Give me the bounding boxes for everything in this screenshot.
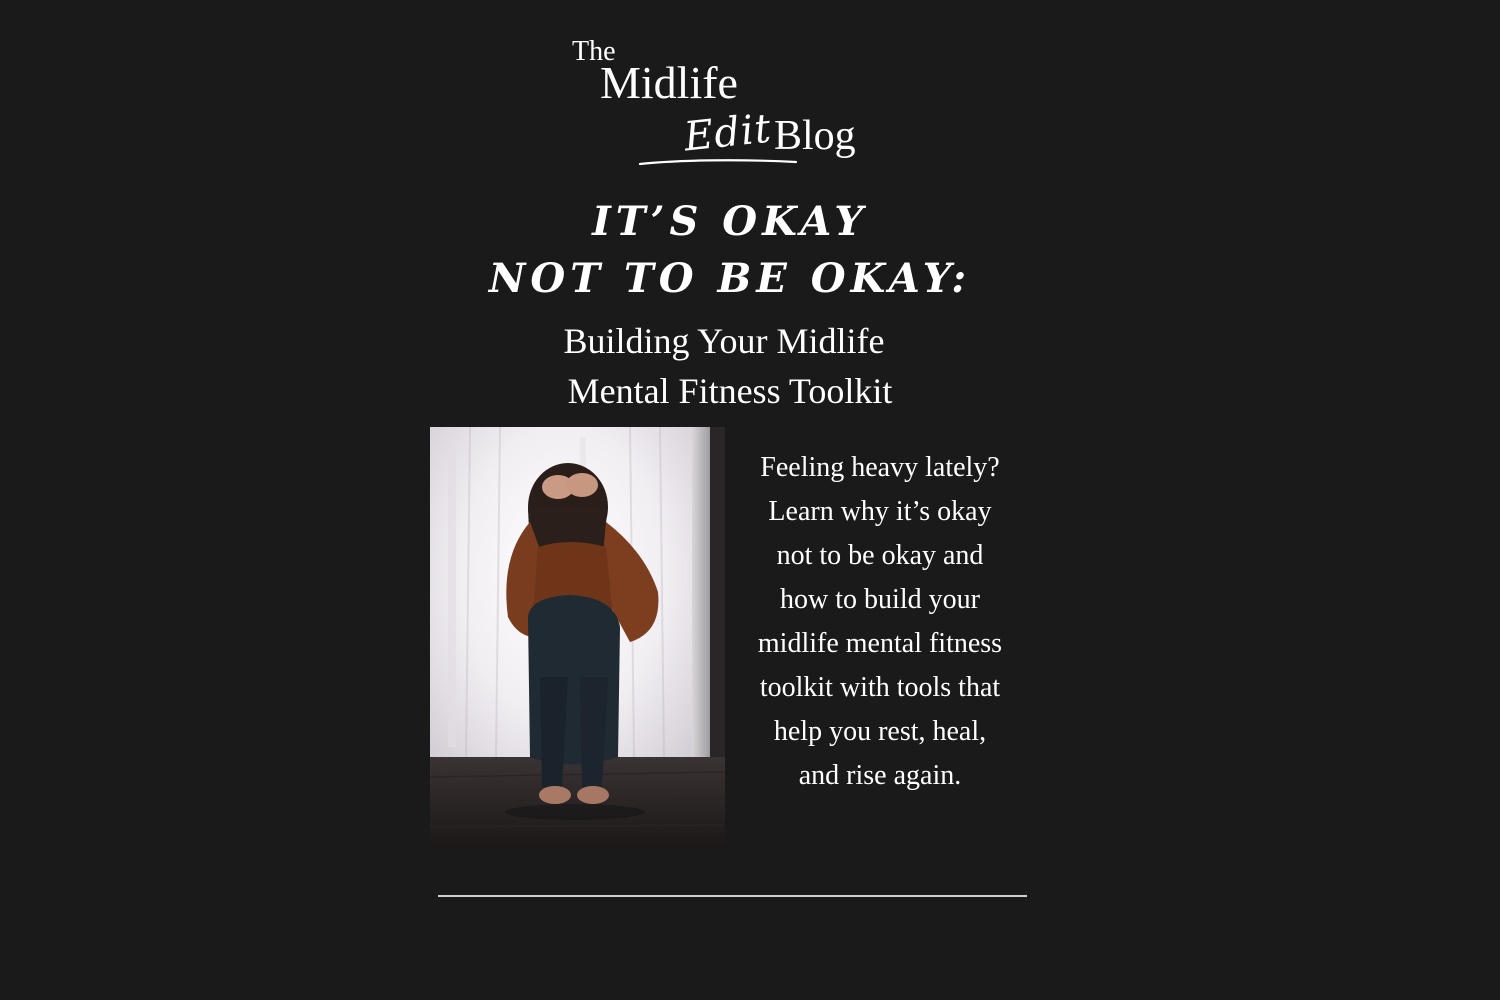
excerpt-line: and rise again. xyxy=(798,760,962,791)
subheadline-line-1: Building Your Midlife xyxy=(563,321,885,361)
excerpt-line: not to be okay and xyxy=(776,540,984,571)
photo-illustration xyxy=(430,427,725,847)
bottom-divider xyxy=(438,895,1027,897)
excerpt-line: midlife mental fitness xyxy=(757,628,1003,659)
woman-sitting-by-window-photo xyxy=(430,427,725,847)
logo-brush-stroke xyxy=(638,156,798,168)
excerpt-line: Learn why it’s okay xyxy=(768,496,992,527)
excerpt-line: how to build your xyxy=(780,584,980,615)
excerpt-line: toolkit with tools that xyxy=(759,672,1001,703)
post-excerpt xyxy=(740,446,1020,798)
logo-the: The xyxy=(572,36,616,67)
headline-line-1: IT’S OKAY xyxy=(592,198,868,245)
headline-line-2: NOT TO BE OKAY: xyxy=(488,255,972,302)
logo-midlife: Midlife xyxy=(600,57,738,108)
logo-blog: Blog xyxy=(774,113,856,159)
subheadline-line-2: Mental Fitness Toolkit xyxy=(567,371,893,411)
excerpt-line: Feeling heavy lately? xyxy=(760,452,1000,483)
blog-logo xyxy=(560,30,880,180)
logo-edit-script: Edit xyxy=(681,105,774,161)
excerpt-line: help you rest, heal, xyxy=(773,716,987,747)
